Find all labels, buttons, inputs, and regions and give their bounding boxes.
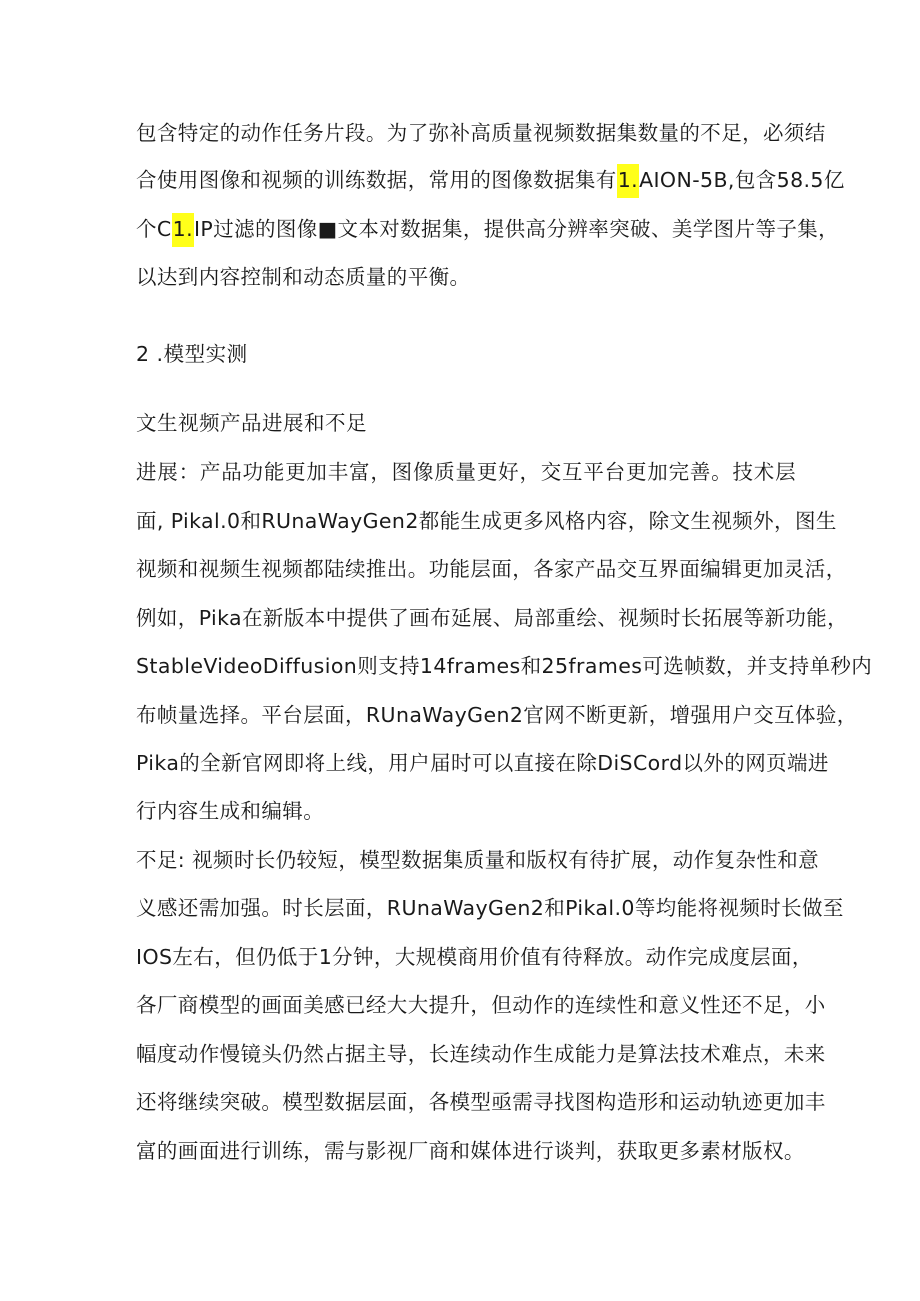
progress-line-2: 面, Pikal.0和RUnaWayGen2都能生成更多风格内容，除文生视频外，图生 (136, 509, 837, 533)
progress-line-7: Pika的全新官网即将上线，用户届时可以直接在除DiSCord以外的网页端进 (136, 751, 829, 775)
section-heading: 2 .模型实测 (136, 342, 248, 366)
subheading: 文生视频产品进展和不足 (136, 411, 367, 435)
progress-line-8: 行内容生成和编辑。 (136, 799, 325, 823)
text-span: AION-5B,包含58.5亿 (639, 168, 845, 192)
paragraph-1-line-2 (136, 165, 845, 195)
paragraph-1-line-1: 包含特定的动作任务片段。为了弥补高质量视频数据集数量的不足，必须结 (136, 121, 826, 145)
shortfall-line-6: 还将继续突破。模型数据层面，各模型亟需寻找图构造形和运动轨迹更加丰 (136, 1090, 826, 1114)
shortfall-line-7: 富的画面进行训练，需与影视厂商和媒体进行谈判，获取更多素材版权。 (136, 1139, 805, 1163)
highlight-mark: 1. (172, 213, 194, 247)
text-span: 个C (136, 217, 172, 241)
progress-line-4: 例如，Pika在新版本中提供了画布延展、局部重绘、视频时长拓展等新功能， (136, 606, 849, 630)
paragraph-1-line-4: 以达到内容控制和动态质量的平衡。 (136, 265, 471, 289)
progress-line-5: StableVideoDiffusion则支持14frames和25frames可选帧数，并支持单秒内 (136, 654, 873, 678)
text-span: 合使用图像和视频的训练数据，常用的图像数据集有 (136, 168, 617, 192)
shortfall-line-4: 各厂商模型的画面美感已经大大提升，但动作的连续性和意义性还不足，小 (136, 993, 826, 1017)
shortfall-line-3: IOS左右，但仍低于1分钟，大规模商用价值有待释放。动作完成度层面， (136, 945, 813, 969)
shortfall-line-2: 义感还需加强。时长层面，RUnaWayGen2和Pikal.0等均能将视频时长做至 (136, 896, 844, 920)
progress-line-3: 视频和视频生视频都陆续推出。功能层面，各家产品交互界面编辑更加灵活， (136, 557, 847, 581)
shortfall-line-1: 不足: 视频时长仍较短，模型数据集质量和版权有待扩展，动作复杂性和意 (136, 848, 820, 872)
paragraph-1-line-3 (136, 214, 840, 244)
text-span: IP过滤的图像■文本对数据集，提供高分辨率突破、美学图片等子集， (193, 217, 840, 241)
progress-line-6: 布帧量选择。平台层面，RUnaWayGen2官网不断更新，增强用户交互体验， (136, 703, 858, 727)
highlight-mark: 1. (617, 164, 639, 198)
shortfall-line-5: 幅度动作慢镜头仍然占据主导，长连续动作生成能力是算法技术难点，未来 (136, 1042, 826, 1066)
progress-line-1: 进展：产品功能更加丰富，图像质量更好，交互平台更加完善。技术层 (136, 460, 796, 484)
